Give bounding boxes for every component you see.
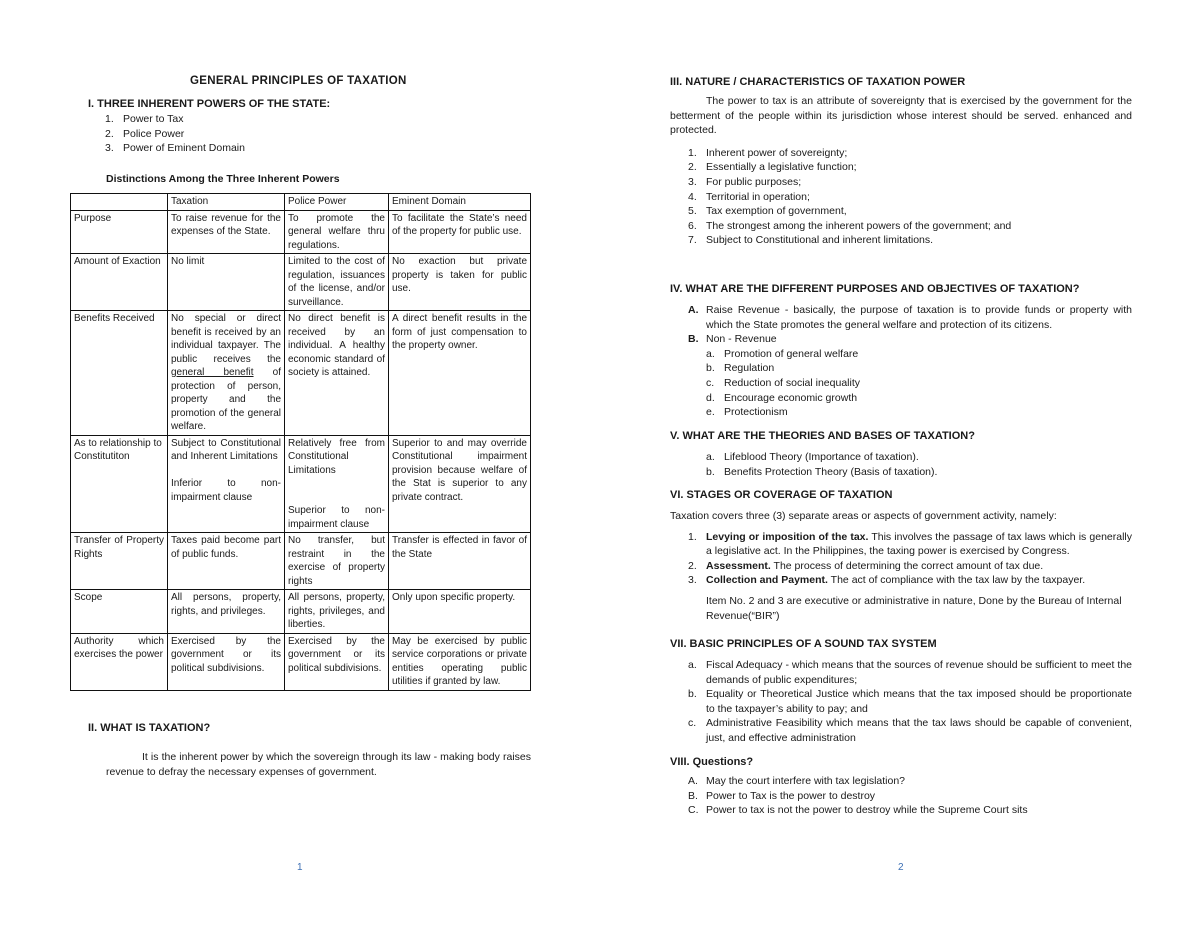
section-heading: VI. STAGES OR COVERAGE OF TAXATION (670, 489, 893, 501)
table-cell: No special or direct benefit is received by an individual taxpayer. The public receives the general benefit of protection of person, property and the promotion of the general welfare. (168, 311, 285, 436)
page-2 (600, 0, 1200, 927)
list-item: b. Benefits Protection Theory (Basis of taxation). (706, 465, 938, 478)
section-inherent-powers (88, 98, 528, 156)
section-heading: VIII. Questions? (670, 756, 754, 768)
list-item: B. Power to Tax is the power to destroy (688, 789, 876, 802)
table-row (71, 254, 531, 311)
list-item: 3. For public purposes; (688, 175, 802, 188)
table-cell: To raise revenue for the expenses of the State. (168, 210, 285, 254)
table-cell: All persons, property, rights, and privileges. (168, 590, 285, 634)
purpose-revenue: A. Raise Revenue - basically, the purpose of taxation is to provide funds or property with which the State promotes the general welfare and protection of its citizens. (688, 304, 1132, 331)
non-revenue-list (706, 347, 1132, 420)
section-heading: V. WHAT ARE THE THEORIES AND BASES OF TAXATION? (670, 430, 975, 442)
table-header-cell: Eminent Domain (389, 194, 531, 211)
section-heading: IV. WHAT ARE THE DIFFERENT PURPOSES AND OBJECTIVES OF TAXATION? (670, 283, 1080, 295)
list-item: 3. Power of Eminent Domain (105, 142, 245, 155)
list-item: 2. Assessment. The process of determining the correct amount of tax due. (688, 559, 1044, 572)
row-label: Scope (71, 590, 168, 634)
row-label: Benefits Received (71, 311, 168, 436)
table-cell: No transfer, but restraint in the exercise of property rights (285, 533, 389, 590)
table-cell: A direct benefit results in the form of just compensation to the property owner. (389, 311, 531, 436)
table-cell: No exaction but private property is taken for public use. (389, 254, 531, 311)
section-stages (670, 489, 1132, 623)
table-row (71, 533, 531, 590)
list-item: 6. The strongest among the inherent powers of the government; and (688, 219, 1012, 232)
purpose-non-revenue: B. Non - Revenue (688, 333, 777, 346)
section-heading: III. NATURE / CHARACTERISTICS OF TAXATION POWER (670, 76, 966, 88)
table-cell: May be exercised by public service corporations or private entities operating public utilities if granted by law. (389, 633, 531, 690)
table-cell: Limited to the cost of regulation, issuances of the license, and/or surveillance. (285, 254, 389, 311)
theories-list (706, 450, 1132, 479)
row-label: As to relationship to Constitutiton (71, 435, 168, 533)
stages-note: Item No. 2 and 3 are executive or administrative in nature, Done by the Bureau of Internal Revenue(“BIR”) (706, 594, 1122, 622)
section-sound-tax-system (670, 638, 1132, 746)
powers-comparison-table (70, 193, 531, 691)
section-theories (670, 430, 1132, 479)
table-row (71, 633, 531, 690)
list-item: a. Fiscal Adequacy - which means that the sources of revenue should be sufficient to meet the demands of public expenditures; (688, 659, 1132, 686)
table-row (71, 311, 531, 436)
table-row (71, 210, 531, 254)
table-cell: Transfer is effected in favor of the State (389, 533, 531, 590)
row-label: Transfer of Property Rights (71, 533, 168, 590)
powers-list (105, 112, 528, 156)
table-cell: Exercised by the government or its political subdivisions. (285, 633, 389, 690)
list-item: 5. Tax exemption of government, (688, 205, 847, 218)
list-item: 2. Police Power (105, 127, 185, 140)
list-item: 4. Territorial in operation; (688, 190, 810, 203)
section-heading: I. THREE INHERENT POWERS OF THE STATE: (88, 98, 331, 110)
section-purposes (670, 283, 1132, 420)
paragraph: The power to tax is an attribute of sovereignty that is exercised by the government for the betterment of the people within its jurisdiction whose interest should be served. enhanced and protected. (670, 95, 1132, 137)
list-item: a. Promotion of general welfare (706, 347, 859, 360)
table-header-cell: Taxation (168, 194, 285, 211)
list-item: 2. Essentially a legislative function; (688, 161, 857, 174)
list-item: d. Encourage economic growth (706, 391, 858, 404)
table-cell: Taxes paid become part of public funds. (168, 533, 285, 590)
characteristics-list (688, 146, 1132, 248)
table-cell: All persons, property, rights, privileges, and liberties. (285, 590, 389, 634)
table-cell: To facilitate the State’s need of the property for public use. (389, 210, 531, 254)
table-cell: Only upon specific property. (389, 590, 531, 634)
table-cell: Relatively free from Constitutional Limitations Superior to non-impairment clause (285, 435, 389, 533)
table-header-row (71, 194, 531, 211)
paragraph: Taxation covers three (3) separate areas or aspects of government activity, namely: (670, 510, 1057, 522)
row-label: Purpose (71, 210, 168, 254)
questions-list (688, 774, 1132, 818)
table-cell: No direct benefit is received by an individual. A healthy economic standard of society is attained. (285, 311, 389, 436)
row-label: Amount of Exaction (71, 254, 168, 311)
list-item: C. Power to tax is not the power to destroy while the Supreme Court sits (688, 804, 1028, 817)
list-item: 7. Subject to Constitutional and inherent limitations. (688, 234, 934, 247)
table-cell: Exercised by the government or its political subdivisions. (168, 633, 285, 690)
list-item: 1. Inherent power of sovereignty; (688, 146, 848, 159)
list-item: 1. Levying or imposition of the tax. This involves the passage of tax laws which is generally a legislative act. In the Philippines, the taxing power is exercised by Congress. (688, 530, 1132, 558)
table-cell: No limit (168, 254, 285, 311)
list-item: 1. Power to Tax (105, 113, 184, 125)
list-item: 3. Collection and Payment. The act of compliance with the tax law by the taxpayer. (688, 574, 1086, 587)
document-title: GENERAL PRINCIPLES OF TAXATION (190, 75, 407, 87)
table-row (71, 590, 531, 634)
principles-list (688, 658, 1132, 746)
list-item: b. Equality or Theoretical Justice which means that the tax imposed should be proportionate to the taxpayer’s ability to pay; and (688, 688, 1132, 715)
list-item: b. Regulation (706, 362, 775, 375)
page-number: 1 (297, 862, 303, 873)
row-label: Authority which exercises the power (71, 633, 168, 690)
table-header-cell (71, 194, 168, 211)
underlined-text: general benefit (171, 367, 254, 378)
table-cell: To promote the general welfare thru regulations. (285, 210, 389, 254)
page-number: 2 (898, 862, 904, 873)
list-item: c. Reduction of social inequality (706, 376, 860, 389)
list-item: a. Lifeblood Theory (Importance of taxation). (706, 451, 919, 463)
table-header-cell: Police Power (285, 194, 389, 211)
section-nature (670, 76, 1132, 248)
section-heading: II. WHAT IS TAXATION? (88, 722, 211, 734)
section-questions (670, 756, 1132, 818)
table-row (71, 435, 531, 533)
table-cell: Superior to and may override Constitutional impairment provision because welfare of the Stat is superior to any private contract. (389, 435, 531, 533)
stages-list (688, 530, 1132, 588)
list-item: c. Administrative Feasibility which means that the tax laws should be capable of convenient, just, and effective administration (688, 717, 1132, 744)
list-item: e. Protectionism (706, 406, 788, 419)
table-caption: Distinctions Among the Three Inherent Powers (106, 173, 340, 185)
list-item: A. May the court interfere with tax legislation? (688, 775, 906, 787)
table-cell: Subject to Constitutional and Inherent Limitations Inferior to non-impairment clause (168, 435, 285, 533)
section-heading: VII. BASIC PRINCIPLES OF A SOUND TAX SYSTEM (670, 638, 937, 650)
taxation-definition: It is the inherent power by which the sovereign through its law - making body raises revenue to defray the necessary expenses of government. (106, 751, 531, 778)
